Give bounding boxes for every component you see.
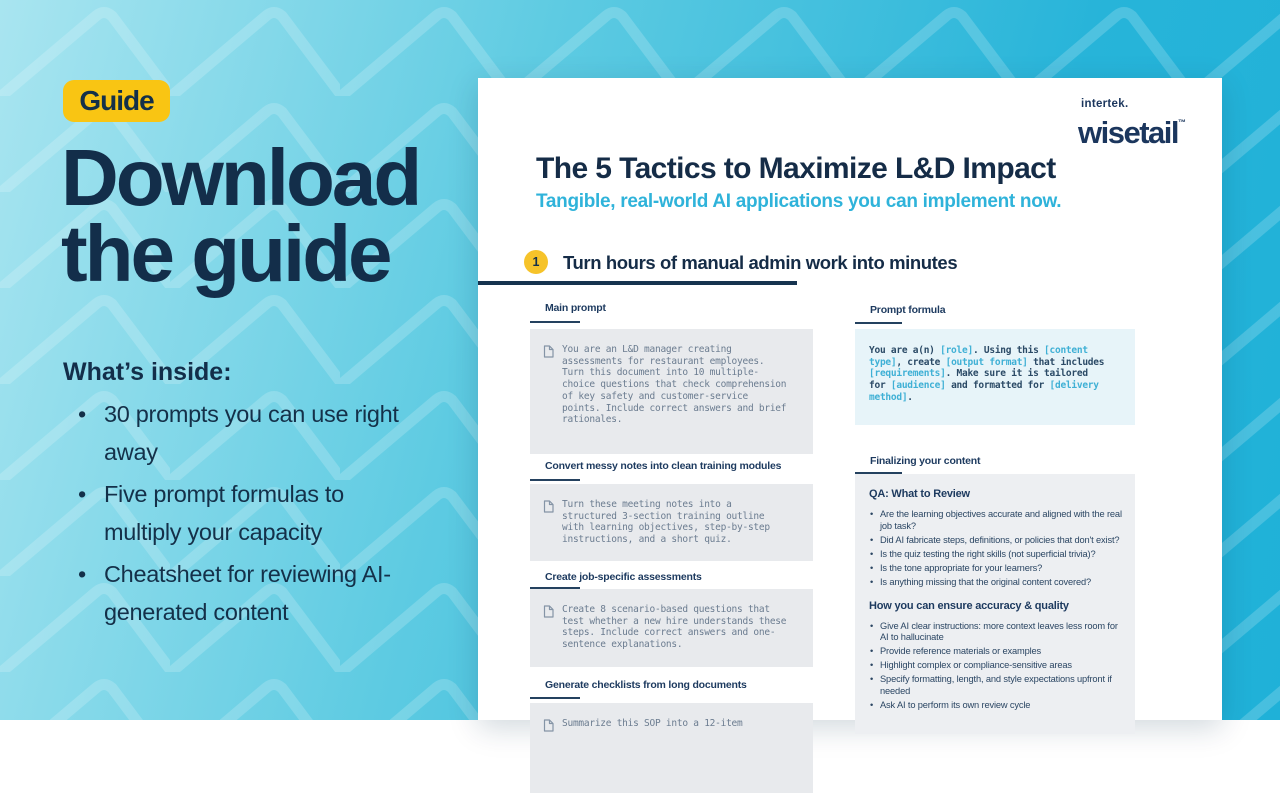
finalizing-label: Finalizing your content	[870, 455, 981, 467]
label-underline	[530, 321, 580, 323]
prompt-block-label: Generate checklists from long documents	[545, 679, 747, 691]
headline	[61, 133, 420, 298]
list-item: • Is anything missing that the original content covered?	[869, 577, 1123, 589]
list-item: • Give AI clear instructions: more context leaves less room for AI to hallucinate	[869, 621, 1123, 644]
list-item: • Highlight complex or compliance-sensitive areas	[869, 660, 1123, 672]
list-item: • Cheatsheet for reviewing AI-generated content	[78, 556, 408, 631]
list-item: • Are the learning objectives accurate and aligned with the real job task?	[869, 509, 1123, 532]
prompt-text: Create 8 scenario-based questions that test whether a new hire understands these steps. Include correct answers and one-sentence explanations.	[562, 604, 787, 651]
guide-badge: Guide	[63, 80, 170, 122]
headline-line1: Download	[61, 133, 420, 222]
qa-review-title: QA: What to Review	[869, 488, 970, 500]
document-title: The 5 Tactics to Maximize L&D Impact	[536, 152, 1056, 185]
accuracy-title: How you can ensure accuracy & quality	[869, 599, 1069, 612]
prompt-text: Summarize this SOP into a 12-item	[562, 718, 743, 729]
document-icon	[543, 500, 554, 513]
accuracy-list	[869, 621, 1123, 712]
label-underline	[530, 697, 580, 699]
document-icon	[543, 345, 554, 358]
list-item: • 30 prompts you can use right away	[78, 396, 408, 471]
prompt-formula-box	[855, 329, 1135, 425]
list-item: • Specify formatting, length, and style expectations upfront if needed	[869, 674, 1123, 697]
headline-line2: the guide	[61, 209, 390, 298]
qa-review-list	[869, 509, 1123, 589]
document-icon	[543, 605, 554, 618]
finalizing-box	[855, 474, 1135, 734]
prompt-box	[530, 329, 813, 454]
prompt-block-label: Convert messy notes into clean training modules	[545, 460, 782, 472]
list-item: • Five prompt formulas to multiply your capacity	[78, 476, 408, 551]
list-item: • Is the quiz testing the right skills (not superficial trivia)?	[869, 549, 1123, 561]
list-item: • Did AI fabricate steps, definitions, or policies that don't exist?	[869, 535, 1123, 547]
wisetail-logo-text: wisetail™	[1078, 115, 1186, 150]
wisetail-logo	[1078, 98, 1186, 150]
whats-inside-list	[78, 396, 408, 636]
section-heading: Turn hours of manual admin work into minutes	[563, 252, 958, 273]
list-item: • Is the tone appropriate for your learners?	[869, 563, 1123, 575]
list-item: • Provide reference materials or examples	[869, 646, 1123, 658]
prompt-text: Turn these meeting notes into a structured 3-section training outline with learning objectives, step-by-step instructions, and a short quiz.	[562, 499, 770, 546]
prompt-text: You are an L&D manager creating assessments for restaurant employees. Turn this document into 10 multiple-choice questions that check comprehension of key safety and customer-service points. Include correct answers and brief rationales.	[562, 344, 787, 426]
intertek-logo-text: intertek.	[1081, 98, 1129, 110]
formula-text: You are a(n) [role]. Using this [content type], create [output format] that includes [requirements]. Make sure it is tailored for [audience] and formatted for [delivery method].	[869, 345, 1105, 403]
trademark-symbol: ™	[1178, 118, 1186, 127]
document-icon	[543, 719, 554, 732]
prompt-box	[530, 703, 813, 793]
prompt-block-label: Create job-specific assessments	[545, 571, 702, 583]
label-underline	[855, 322, 902, 324]
document-subtitle: Tangible, real-world AI applications you can implement now.	[536, 191, 1062, 212]
prompt-formula-label: Prompt formula	[870, 304, 946, 316]
document-preview	[478, 78, 1222, 729]
list-item: • Ask AI to perform its own review cycle	[869, 700, 1123, 712]
label-underline	[530, 479, 580, 481]
prompt-box	[530, 484, 813, 561]
whats-inside-title: What’s inside:	[63, 358, 232, 386]
prompt-box	[530, 589, 813, 667]
prompt-block-label: Main prompt	[545, 302, 606, 314]
section-number-badge: 1	[524, 250, 548, 274]
section-divider	[478, 281, 797, 285]
left-panel	[0, 0, 478, 720]
